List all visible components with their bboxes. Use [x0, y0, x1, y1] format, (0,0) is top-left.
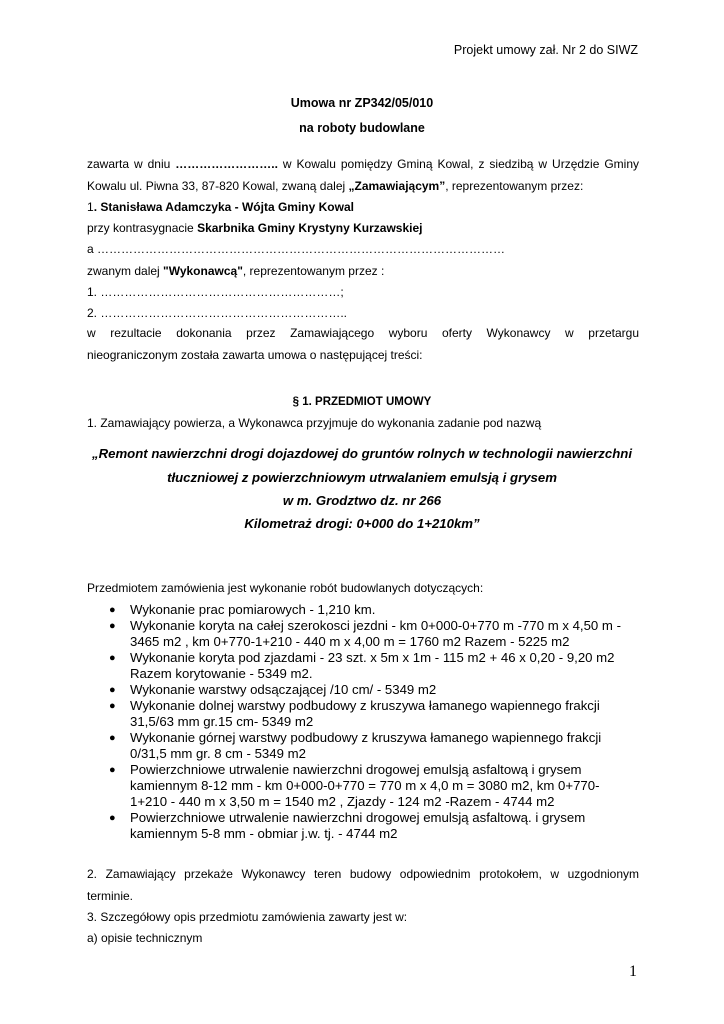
- representative-2: 2. ……………………………………………………..: [87, 306, 348, 320]
- intro-line-2: Kowalu ul. Piwna 33, 87-820 Kowal, zwaną dalej „Zamawiającym”, reprezentowanym przez:: [87, 179, 584, 193]
- intro-line-9: w rezultacie dokonania przez Zamawiającego wyboru oferty Wykonawcy w przetargu: [87, 326, 639, 340]
- scope-item-text: Razem korytowanie - 5349 m2.: [130, 666, 313, 681]
- scope-item-text: Powierzchniowe utrwalenie nawierzchni drogowej emulsją asfaltową. i grysem: [130, 810, 586, 825]
- section-paragraph-3a: a) opisie technicznym: [87, 931, 203, 945]
- intro-line-1: zawarta w dniu …………………….. w Kowalu pomiędzy Gminą Kowal, z siedzibą w Urzędzie Gminy: [87, 157, 640, 171]
- intro-line-10: nieograniczonym została zawarta umowa o następującej treści:: [87, 348, 423, 362]
- bullet-icon: ●: [109, 604, 116, 616]
- scope-item-text: Wykonanie koryta na całej szerokosci jezdni - km 0+000-0+770 m -770 m x 4,50 m -: [130, 618, 621, 633]
- subject-line-4: Kilometraż drogi: 0+000 do 1+210km”: [244, 516, 480, 531]
- scope-item-text: Wykonanie dolnej warstwy podbudowy z kruszywa łamanego wapiennego frakcji: [130, 698, 600, 713]
- scope-list-item: [106, 602, 666, 618]
- section-paragraph-1: 1. Zamawiający powierza, a Wykonawca przyjmuje do wykonania zadanie pod nazwą: [87, 416, 542, 430]
- scope-item-text: Wykonanie warstwy odsączającej /10 cm/ - 5349 m2: [130, 682, 437, 697]
- scope-item-text: 3465 m2 , km 0+770-1+210 - 440 m x 4,00 m = 1760 m2 Razem - 5225 m2: [130, 634, 570, 649]
- scope-item-text: Wykonanie koryta pod zjazdami - 23 szt. x 5m x 1m - 115 m2 + 46 x 0,20 - 9,20 m2: [130, 650, 615, 665]
- scope-list: [106, 602, 666, 842]
- page-number: 1: [629, 963, 637, 980]
- intro-line-4: przy kontrasygnacie Skarbnika Gminy Krystyny Kurzawskiej: [87, 221, 423, 235]
- scope-item-text: 1+210 - 440 m x 3,50 m = 1540 m2 , Zjazdy - 124 m2 -Razem - 4744 m2: [130, 794, 555, 809]
- bullet-icon: ●: [109, 764, 116, 776]
- section-paragraph-2-cont: terminie.: [87, 889, 134, 903]
- bullet-icon: ●: [109, 812, 116, 824]
- scope-list-item: [106, 698, 666, 730]
- bullet-icon: ●: [109, 700, 116, 712]
- subject-line-2: tłuczniowej z powierzchniowym utrwalaniem emulsją i grysem: [167, 470, 557, 485]
- scope-item-text: kamiennym 8-12 mm - km 0+000-0+770 = 770 m x 4,0 m = 3080 m2, km 0+770-: [130, 778, 600, 793]
- scope-intro: Przedmiotem zamówienia jest wykonanie robót budowlanych dotyczących:: [87, 581, 484, 595]
- scope-list-item: [106, 650, 666, 682]
- scope-item-text: 0/31,5 mm gr. 8 cm - 5349 m2: [130, 746, 306, 761]
- section-paragraph-3: 3. Szczegółowy opis przedmiotu zamówienia zawarty jest w:: [87, 910, 408, 924]
- contract-subtitle: na roboty budowlane: [299, 121, 425, 135]
- intro-line-6: zwanym dalej "Wykonawcą", reprezentowanym przez :: [87, 264, 385, 278]
- contractor-placeholder: a …………………………………………………………………………………………: [87, 242, 506, 256]
- header-reference: Projekt umowy zał. Nr 2 do SIWZ: [453, 43, 638, 57]
- scope-list-item: [106, 762, 666, 810]
- scope-list-item: [106, 682, 666, 698]
- scope-item-text: Wykonanie prac pomiarowych - 1,210 km.: [130, 602, 376, 617]
- section-heading: § 1. PRZEDMIOT UMOWY: [292, 396, 432, 408]
- intro-line-3: 1. Stanisława Adamczyka - Wójta Gminy Kowal: [87, 200, 354, 214]
- scope-item-text: Wykonanie górnej warstwy podbudowy z kruszywa łamanego wapiennego frakcji: [130, 730, 602, 745]
- scope-list-item: [106, 618, 666, 650]
- scope-list-item: [106, 810, 666, 842]
- scope-item-text: kamiennym 5-8 mm - obmiar j.w. tj. - 4744 m2: [130, 826, 398, 841]
- bullet-icon: ●: [109, 652, 116, 664]
- scope-list-item: [106, 730, 666, 762]
- bullet-icon: ●: [109, 684, 116, 696]
- bullet-icon: ●: [109, 732, 116, 744]
- scope-item-text: 31,5/63 mm gr.15 cm- 5349 m2: [130, 714, 314, 729]
- subject-line-3: w m. Grodztwo dz. nr 266: [282, 493, 442, 508]
- representative-1: 1. ……………………………………………………;: [87, 285, 344, 299]
- contract-title: Umowa nr ZP342/05/010: [290, 96, 434, 110]
- subject-line-1: „Remont nawierzchni drogi dojazdowej do gruntów rolnych w technologii nawierzchni: [92, 446, 632, 461]
- section-paragraph-2: 2. Zamawiający przekaże Wykonawcy teren budowy odpowiednim protokołem, w uzgodnionym: [87, 867, 639, 881]
- bullet-icon: ●: [109, 620, 116, 632]
- scope-item-text: Powierzchniowe utrwalenie nawierzchni drogowej emulsją asfaltową i grysem: [130, 762, 582, 777]
